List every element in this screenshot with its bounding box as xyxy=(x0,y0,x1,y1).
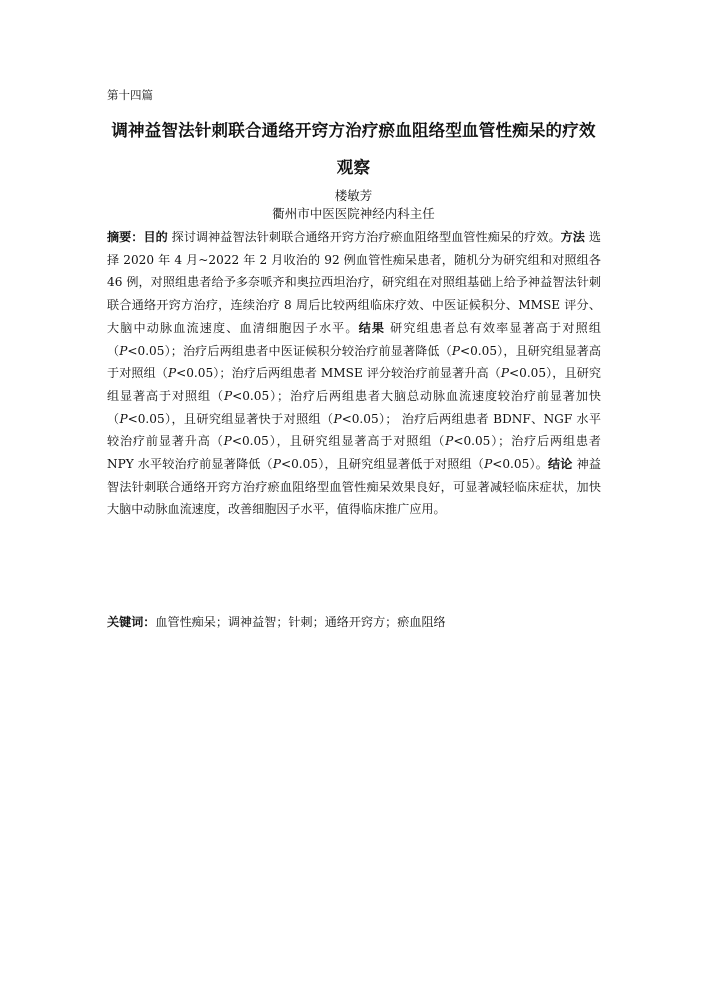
objective-label: 目的 xyxy=(143,230,168,244)
results-text-segment: <0.05）。 xyxy=(492,457,548,472)
abstract-label: 摘要： xyxy=(107,230,144,244)
results-text-segment: <0.05），且研究组显著低于对照组（ xyxy=(280,457,485,472)
p-value-symbol: P xyxy=(272,457,281,472)
results-text-segment: <0.05）；治疗后两组患者 NPY 水平较治疗前显著降低（ xyxy=(107,434,601,472)
results-text-segment: <0.05）；治疗后两组患者大脑总动脉血流速度较治疗前显著加快（ xyxy=(107,388,601,426)
results-text-segment: <0.05），且研究组显著高于对照组（ xyxy=(107,343,601,381)
methods-label: 方法 xyxy=(560,230,585,244)
p-value-symbol: P xyxy=(333,411,342,426)
results-text-segment: <0.05）；治疗后两组患者 MMSE 评分较治疗前显著升高（ xyxy=(176,366,501,381)
keywords-line xyxy=(107,611,601,634)
conclusion-label: 结论 xyxy=(548,457,573,472)
results-text-segment: <0.05），且研究组显著快于对照组（ xyxy=(127,411,334,426)
author-affiliation: 衢州市中医医院神经内科主任 xyxy=(272,206,435,221)
p-value-symbol: P xyxy=(484,457,493,472)
objective-text: 探讨调神益智法针刺联合通络开窍方治疗瘀血阻络型血管性痴呆的疗效。 xyxy=(167,230,561,244)
p-value-symbol: P xyxy=(223,388,233,403)
p-value-symbol: P xyxy=(451,343,460,358)
results-text-segment: <0.05），且研究组显著高于对照组（ xyxy=(231,434,446,449)
abstract-paragraph xyxy=(107,226,601,521)
methods-text: 选择 2020 年 4 月~2022 年 2 月收治的 92 例血管性痴呆患者，随机分为研究组和对照组各 46 例，对照组患者给予多奈哌齐和奥拉西坦治疗，研究组在对照组基础上给予神益智法针刺联合通络开窍方治疗，连续治疗 8 周后比较两组临床疗效、中医证候积分、MMSE 评分、大脑中动脉血流速度、血清细胞因子水平。 xyxy=(107,230,601,335)
p-value-symbol: P xyxy=(445,434,454,449)
p-value-symbol: P xyxy=(167,366,177,381)
conclusion-text: 神益智法针刺联合通络开窍方治疗瘀血阻络型血管性痴呆效果良好，可显著减轻临床症状，加快大脑中动脉血流速度，改善细胞因子水平，值得临床推广应用。 xyxy=(107,457,601,517)
p-value-symbol: P xyxy=(119,343,128,358)
results-text xyxy=(107,321,601,471)
results-label: 结果 xyxy=(358,320,386,335)
results-text-segment: <0.05）； 治疗后两组患者 BDNF、NGF 水平较治疗前显著升高（ xyxy=(107,411,601,449)
paper-title-line-1: 调神益智法针刺联合通络开窍方治疗瘀血阻络型血管性痴呆的疗效 xyxy=(111,121,596,140)
results-text-segment: <0.05）；治疗后两组患者中医证候积分较治疗前显著降低（ xyxy=(127,343,452,358)
keywords-label: 关键词： xyxy=(107,615,156,629)
p-value-symbol: P xyxy=(119,411,128,426)
p-value-symbol: P xyxy=(500,366,509,381)
p-value-symbol: P xyxy=(223,434,232,449)
author-name: 楼敏芳 xyxy=(334,188,373,203)
results-text-segment: 研究组患者总有效率显著高于对照组（ xyxy=(107,320,601,358)
section-label: 第十四篇 xyxy=(107,88,153,102)
paper-title-line-2: 观察 xyxy=(336,158,371,177)
keywords-text: 血管性痴呆；调神益智；针刺；通络开窍方；瘀血阻络 xyxy=(155,615,446,629)
results-text-segment: <0.05），且研究组显著高于对照组（ xyxy=(107,366,601,403)
